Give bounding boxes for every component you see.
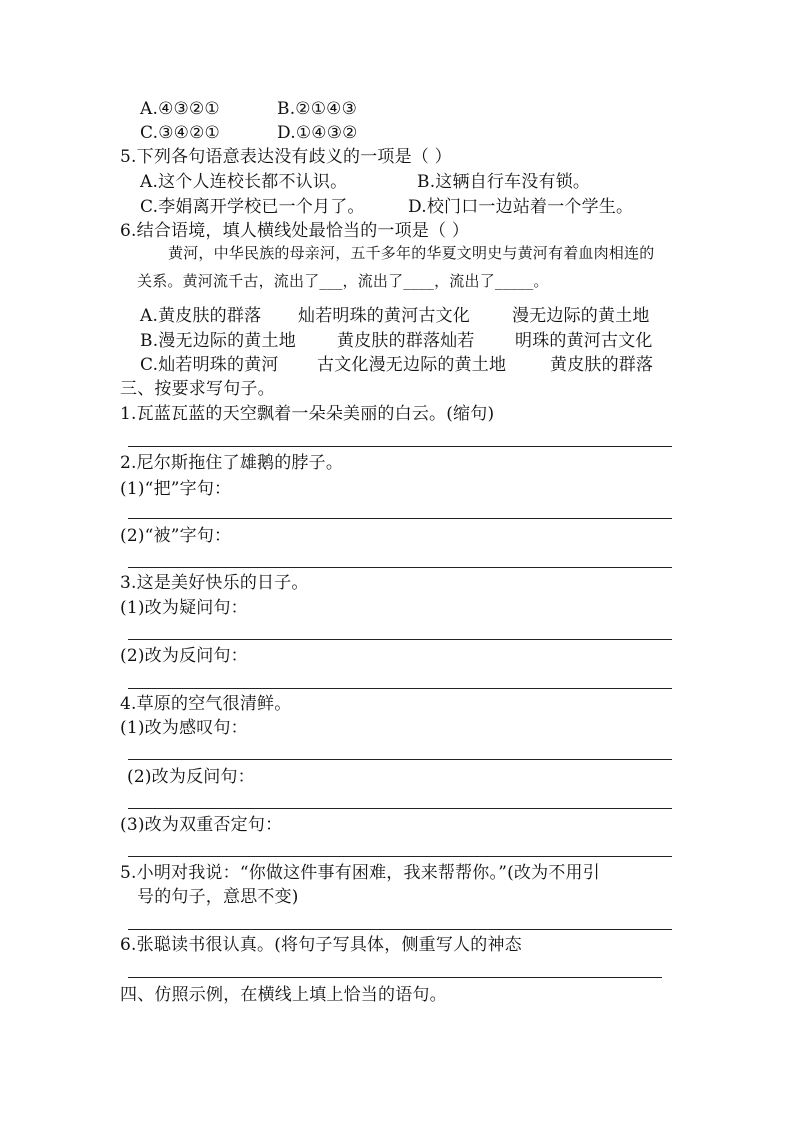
- q4-option-a: A.④③②①: [140, 99, 220, 119]
- section-4-title: 四、仿照示例，在横线上填上恰当的语句。: [120, 985, 447, 1005]
- q6-option-a-part-3: 漫无边际的黄土地: [512, 306, 650, 326]
- q4-option-b: B.②①④③: [277, 99, 358, 119]
- q6-option-a-part-1: A.黄皮肤的群落: [140, 306, 262, 326]
- q5-stem: 5.下列各句语意表达没有歧义的一项是（ ）: [120, 147, 452, 167]
- s3-q4-sub-2: (2)改为反问句：: [127, 767, 255, 787]
- q6-option-c-part-1: C.灿若明珠的黄河: [140, 355, 279, 375]
- s3-q3: 3.这是美好快乐的日子。: [120, 573, 309, 593]
- s3-q3-sub-2: (2)改为反问句：: [120, 646, 248, 666]
- answer-line[interactable]: [128, 856, 672, 857]
- s3-q4-sub-1: (1)改为感叹句：: [120, 718, 248, 738]
- answer-line[interactable]: [128, 639, 672, 640]
- answer-line[interactable]: [128, 977, 662, 978]
- q6-stem: 6.结合语境，填人横线处最恰当的一项是（ ）: [120, 221, 470, 241]
- q6-option-a-part-2: 灿若明珠的黄河古文化: [298, 306, 470, 326]
- q6-option-b-part-2: 黄皮肤的群落灿若: [337, 331, 475, 351]
- answer-line[interactable]: [128, 808, 672, 809]
- q4-option-d: D.①④③②: [277, 123, 358, 143]
- s3-q2: 2.尼尔斯拖住了雄鹅的脖子。: [120, 453, 344, 473]
- q5-option-d: D.校门口一边站着一个学生。: [408, 197, 634, 217]
- q5-option-b: B.这辆自行车没有锁。: [417, 172, 591, 192]
- q6-option-c-part-2: 古文化漫无边际的黄土地: [317, 355, 507, 375]
- answer-line[interactable]: [128, 688, 672, 689]
- answer-line[interactable]: [128, 518, 672, 519]
- answer-line[interactable]: [128, 759, 672, 760]
- answer-line[interactable]: [128, 567, 672, 568]
- s3-q4-sub-3: (3)改为双重否定句：: [120, 815, 283, 835]
- section-3-title: 三、按要求写句子。: [120, 379, 275, 399]
- q5-option-c: C.李娟离开学校已一个月了。: [140, 197, 365, 217]
- s3-q5-line-2: 号的句子，意思不变): [137, 887, 299, 907]
- q5-option-a: A.这个人连校长都不认识。: [140, 172, 348, 192]
- s3-q3-sub-1: (1)改为疑问句：: [120, 598, 248, 618]
- s3-q5-line-1: 5.小明对我说：“你做这件事有困难，我来帮帮你。”(改为不用引: [120, 863, 600, 883]
- answer-line[interactable]: [128, 929, 672, 930]
- q6-passage-line-2: 关系。黄河流千古，流出了___，流出了____，流出了_____。: [137, 272, 549, 290]
- s3-q1: 1.瓦蓝瓦蓝的天空飘着一朵朵美丽的白云。(缩句): [120, 404, 495, 424]
- q4-option-c: C.③④②①: [140, 123, 220, 143]
- q6-option-c-part-3: 黄皮肤的群落: [550, 355, 654, 375]
- answer-line[interactable]: [128, 446, 672, 447]
- q6-passage-line-1: 黄河，中华民族的母亲河，五千多年的华夏文明史与黄河有着血肉相连的: [168, 244, 655, 262]
- q6-option-b-part-1: B.漫无边际的黄土地: [140, 331, 296, 351]
- s3-q4: 4.草原的空气很清鲜。: [120, 694, 292, 714]
- s3-q2-sub-1: (1)“把”字句：: [120, 479, 232, 499]
- s3-q6: 6.张聪读书很认真。(将句子写具体，侧重写人的神态: [120, 935, 522, 955]
- q6-option-b-part-3: 明珠的黄河古文化: [515, 331, 653, 351]
- s3-q2-sub-2: (2)“被”字句：: [120, 526, 232, 546]
